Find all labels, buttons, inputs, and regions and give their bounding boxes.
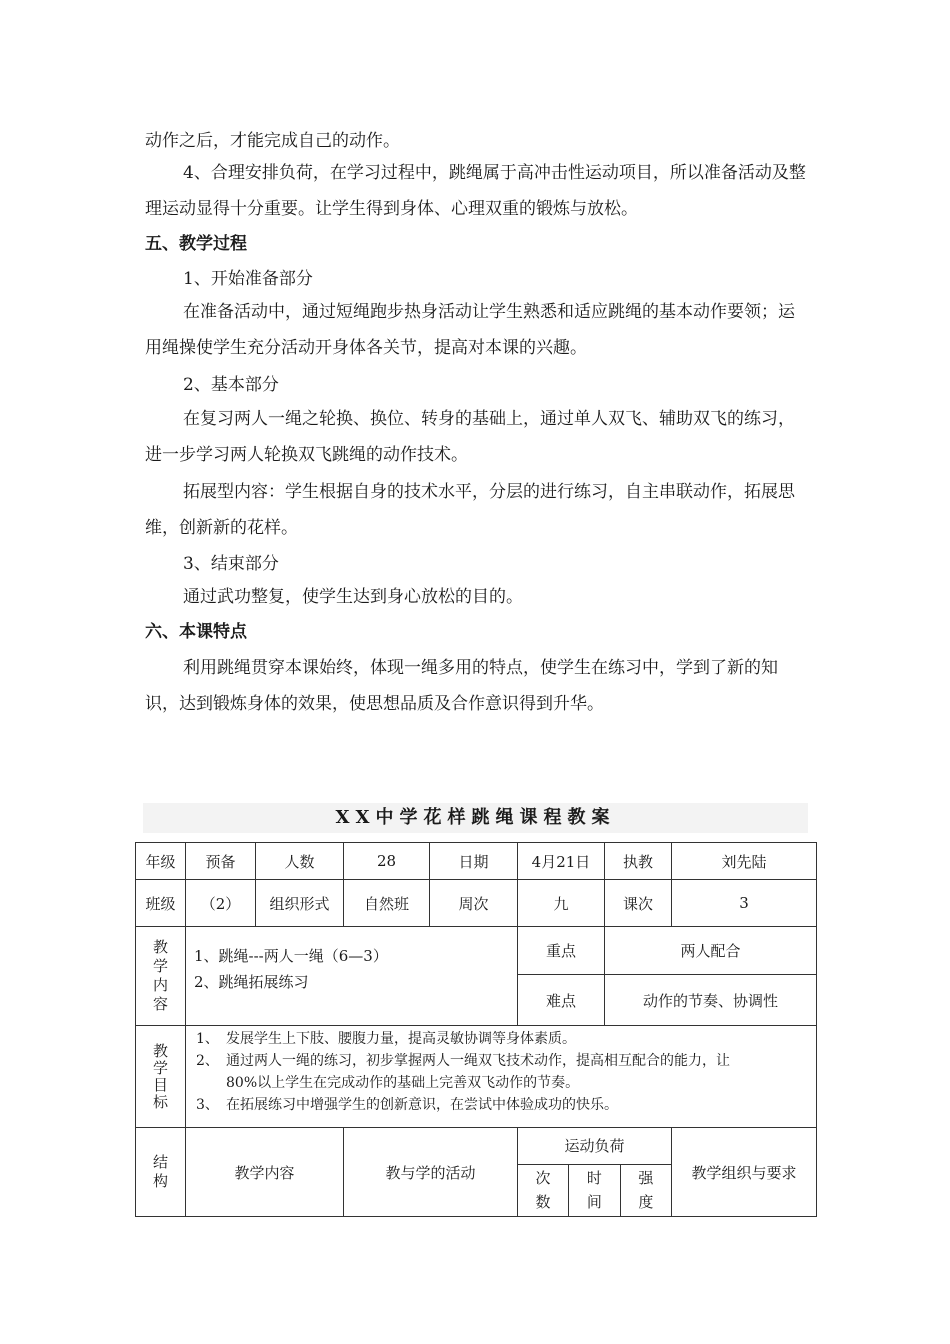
time-header-cell bbox=[569, 1164, 621, 1216]
content-label: 教学内容 bbox=[152, 938, 168, 1013]
paragraph: 在准备活动中，通过短绳跑步热身活动让学生熟悉和适应跳绳的基本动作要领；运用绳操使学生充分活动开身体各关节，提高对本课的兴趣。 bbox=[145, 302, 795, 358]
goal-item bbox=[194, 1094, 816, 1116]
times-header-cell bbox=[518, 1164, 569, 1216]
org-label: 组织形式 bbox=[256, 880, 344, 927]
paragraph: 4、合理安排负荷，在学习过程中，跳绳属于高冲击性运动项目，所以准备活动及整理运动显得十分重要。让学生得到身体、心理双重的锻炼与放松。 bbox=[145, 163, 806, 219]
goal-text: 80%以上学生在完成动作的基础上完善双飞动作的节奏。 bbox=[226, 1075, 580, 1091]
table-row bbox=[136, 1026, 817, 1128]
goal-number: 3、 bbox=[196, 1097, 219, 1113]
load-header-cell bbox=[518, 1128, 672, 1217]
teacher-value: 刘先陆 bbox=[672, 843, 817, 880]
goals-cell bbox=[186, 1026, 817, 1128]
section-heading: 六、本课特点 bbox=[145, 622, 247, 642]
class-value: （2） bbox=[186, 880, 256, 927]
lesson-label: 课次 bbox=[605, 880, 672, 927]
intensity-header: 强度 bbox=[638, 1169, 654, 1212]
goals-label: 教学目标 bbox=[152, 1041, 168, 1111]
structure-header: 结构 bbox=[152, 1153, 168, 1190]
activity-header: 教与学的活动 bbox=[344, 1128, 518, 1217]
org-header: 教学组织与要求 bbox=[672, 1128, 817, 1217]
intensity-header-cell bbox=[620, 1164, 671, 1216]
goal-number: 2、 bbox=[196, 1053, 219, 1069]
paragraph: 在复习两人一绳之轮换、换位、转身的基础上，通过单人双飞、辅助双飞的练习，进一步学习两人轮换双飞跳绳的动作技术。 bbox=[145, 409, 795, 465]
difficulty-value: 动作的节奏、协调性 bbox=[605, 975, 817, 1026]
goal-text: 发展学生上下肢、腰腹力量，提高灵敏协调等身体素质。 bbox=[226, 1031, 576, 1047]
times-header: 次数 bbox=[535, 1169, 551, 1212]
lesson-plan-table bbox=[135, 842, 817, 1217]
load-header: 运动负荷 bbox=[518, 1128, 671, 1164]
lesson-plan-title: XX中学花样跳绳课程教案 bbox=[143, 803, 808, 833]
goals-label-cell bbox=[136, 1026, 186, 1128]
grade-value: 预备 bbox=[186, 843, 256, 880]
org-value: 自然班 bbox=[344, 880, 430, 927]
table-row bbox=[136, 1128, 817, 1217]
count-value: 28 bbox=[344, 843, 430, 880]
key-label: 重点 bbox=[518, 927, 605, 975]
subsection-title: 3、结束部分 bbox=[183, 554, 279, 574]
content-header: 教学内容 bbox=[186, 1128, 344, 1217]
class-label: 班级 bbox=[136, 880, 186, 927]
key-value: 两人配合 bbox=[605, 927, 817, 975]
goal-text: 通过两人一绳的练习，初步掌握两人一绳双飞技术动作，提高相互配合的能力，让 bbox=[226, 1053, 730, 1069]
section-heading: 五、教学过程 bbox=[145, 234, 247, 254]
lesson-value: 3 bbox=[672, 880, 817, 927]
structure-header-cell bbox=[136, 1128, 186, 1217]
table-row bbox=[136, 927, 817, 975]
paragraph: 通过武功整复，使学生达到身心放松的目的。 bbox=[183, 587, 523, 607]
goal-number: 1、 bbox=[196, 1031, 219, 1047]
week-label: 周次 bbox=[430, 880, 518, 927]
grade-label: 年级 bbox=[136, 843, 186, 880]
content-line: 2、跳绳拓展练习 bbox=[194, 973, 309, 991]
paragraph: 动作之后，才能完成自己的动作。 bbox=[145, 131, 400, 151]
date-value: 4月21日 bbox=[518, 843, 605, 880]
load-subtable bbox=[518, 1128, 671, 1216]
subsection-title: 2、基本部分 bbox=[183, 375, 279, 395]
subsection-title: 1、开始准备部分 bbox=[183, 269, 313, 289]
paragraph: 拓展型内容：学生根据自身的技术水平，分层的进行练习，自主串联动作，拓展思维，创新新的花样。 bbox=[145, 482, 795, 538]
week-value: 九 bbox=[518, 880, 605, 927]
teacher-label: 执教 bbox=[605, 843, 672, 880]
goal-item bbox=[194, 1028, 816, 1050]
table-row bbox=[136, 880, 817, 927]
content-cell bbox=[186, 927, 518, 1026]
count-label: 人数 bbox=[256, 843, 344, 880]
content-line: 1、跳绳---两人一绳（6—3） bbox=[194, 947, 388, 965]
table-row bbox=[136, 843, 817, 880]
goal-text: 在拓展练习中增强学生的创新意识，在尝试中体验成功的快乐。 bbox=[226, 1097, 618, 1113]
content-label-cell bbox=[136, 927, 186, 1026]
goal-item bbox=[194, 1050, 816, 1072]
paragraph: 利用跳绳贯穿本课始终，体现一绳多用的特点，使学生在练习中，学到了新的知识，达到锻炼身体的效果，使思想品质及合作意识得到升华。 bbox=[145, 658, 778, 714]
time-header: 时间 bbox=[586, 1169, 602, 1212]
date-label: 日期 bbox=[430, 843, 518, 880]
difficulty-label: 难点 bbox=[518, 975, 605, 1026]
